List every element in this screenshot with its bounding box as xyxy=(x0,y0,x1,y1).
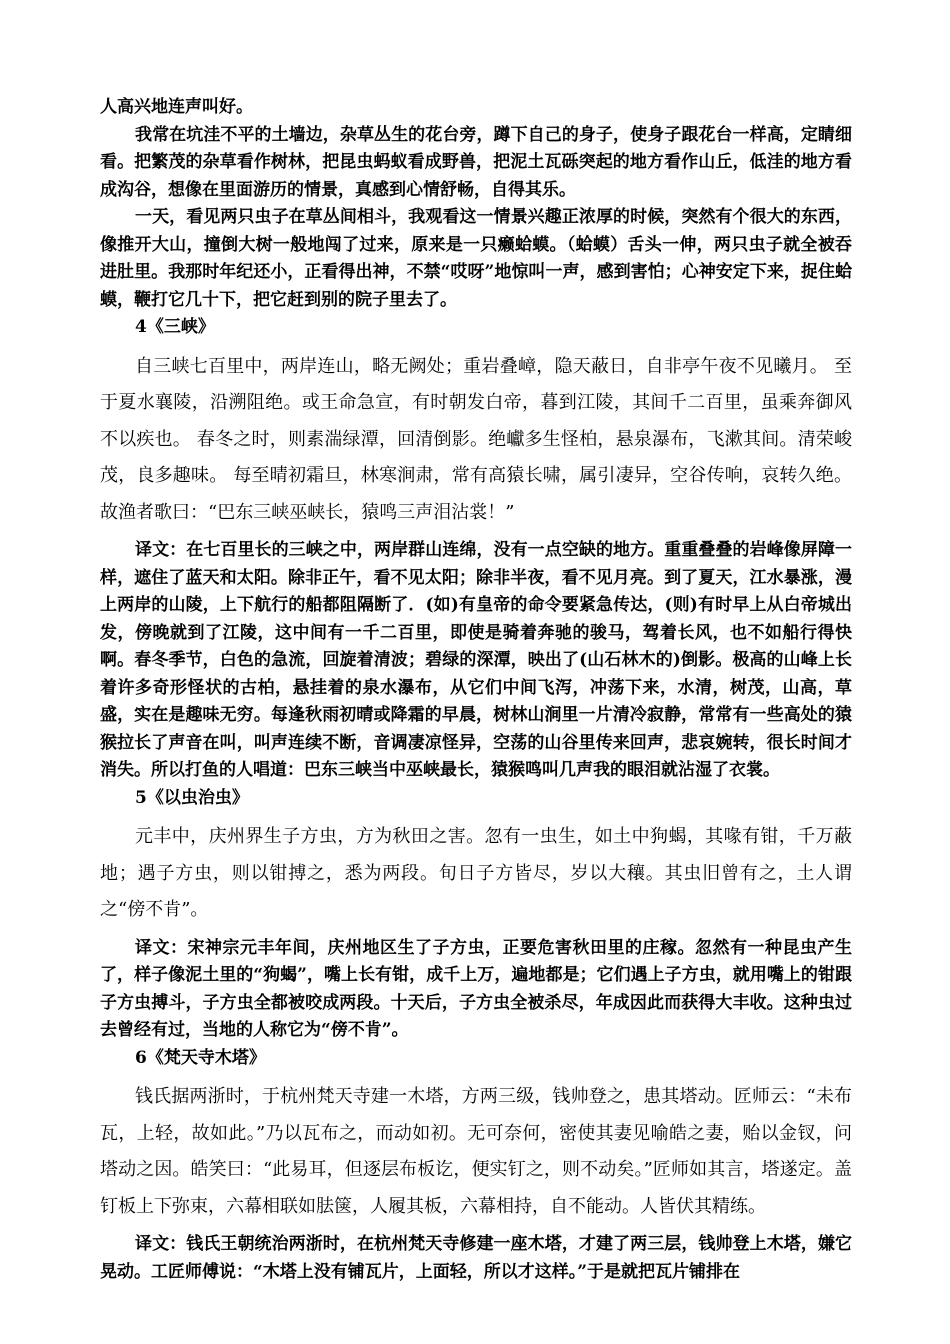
section-heading: 5《以虫治虫》 xyxy=(135,787,249,808)
classical-text: 自三峡七百里中，两岸连山，略无阙处；重岩叠嶂，隐天蔽日，自非亭午夜不见曦月。 至于夏水襄陵，沿溯阻绝。或王命急宣，有时朝发白帝，暮到江陵，其间千二百里，虽乘奔御风不以疾也。 春冬之时，则素湍绿潭，回清倒影。绝巘多生怪柏，悬泉瀑布，飞漱其间。清荣峻茂，良多趣味。 每至晴初霜旦，林寒涧肃，常有高猿长啸，属引凄异，空谷传响，哀转久绝。故渔者歌曰：“巴东三峡巫峡长，猿鸣三声泪沾裳！” xyxy=(100,355,852,523)
document-page xyxy=(100,94,852,1286)
section-heading: 4《三峡》 xyxy=(135,317,215,337)
section-three-gorges xyxy=(100,314,852,785)
translation-text: 译文：在七百里长的三峡之中，两岸群山连绵，没有一点空缺的地方。重重叠叠的岩峰像屏障一样，遮住了蓝天和太阳。除非正午，看不见太阳；除非半夜，看不见月亮。到了夏天，江水暴涨，漫上两岸的山陵，上下航行的船都阻隔断了．(如)有皇帝的命令要紧急传达，(则)有时早上从白帝城出发，傍晚就到了江陵，这中间有一千二百里，即使是骑着奔驰的骏马，驾着长风，也不如船行得快啊。春冬季节，白色的急流，回旋着清波；碧绿的深潭，映出了(山石林木的)倒影。极高的山峰上长着许多奇形怪状的古柏，悬挂着的泉水瀑布，从它们中间飞泻，冲荡下来，水清，树茂，山高，草盛，实在是趣味无穷。每逢秋雨初晴或降霜的早晨，树林山涧里一片清冷寂静，常常有一些高处的猿猴拉长了声音在叫，叫声连续不断，音调凄凉怪异，空荡的山谷里传来回声，悲哀婉转，很长时间才消失。所以打鱼的人唱道：巴东三峡当中巫峡最长，猿猴鸣叫几声我的眼泪就沾湿了衣裳。 xyxy=(100,540,853,780)
paragraph-observation: 我常在坑洼不平的土墙边，杂草丛生的花台旁，蹲下自己的身子，使身子跟花台一样高，定睛细看。把繁茂的杂草看作树林，把昆虫蚂蚁看成野兽，把泥土瓦砾突起的地方看作山丘，低洼的地方看成沟谷，想像在里面游历的情景，真感到心情舒畅，自得其乐。 xyxy=(100,124,852,200)
section-insects xyxy=(100,785,852,1045)
translation-text: 译文：宋神宗元丰年间，庆州地区生了子方虫，正要危害秋田里的庄稼。忽然有一种昆虫产生了，样子像泥土里的“狗蝎”，嘴上长有钳，成千上万，遍地都是；它们遇上子方虫，就用嘴上的钳跟子方虫搏斗，子方虫全都被咬成两段。十天后，子方虫全被杀尽，年成因此而获得大丰收。这种虫过去曾经有过，当地的人称它为“傍不肯”。 xyxy=(100,937,852,1040)
section-wooden-pagoda xyxy=(100,1045,852,1287)
classical-text: 元丰中，庆州界生子方虫，方为秋田之害。忽有一虫生，如土中狗蝎，其喙有钳，千万蔽地；遇子方虫，则以钳搏之，悉为两段。旬日子方皆尽，岁以大穰。其虫旧曾有之，土人谓之“傍不肯”。 xyxy=(100,826,852,920)
translation-text: 译文：钱氏王朝统治两浙时，在杭州梵天寺修建一座木塔，才建了两三层，钱帅登上木塔，嫌它晃动。工匠师傅说：“木塔上没有铺瓦片，上面轻，所以才这样。”于是就把瓦片铺排在 xyxy=(100,1234,852,1282)
paragraph-continuation: 人高兴地连声叫好。 xyxy=(100,97,253,117)
paragraph-toad-story: 一天，看见两只虫子在草丛间相斗，我观看这一情景兴趣正浓厚的时候，突然有个很大的东西，像推开大山，撞倒大树一般地闯了过来，原来是一只癞蛤蟆。（蛤蟆）舌头一伸，两只虫子就全被吞进肚里。我那时年纪还小，正看得出神，不禁“哎呀”地惊叫一声，感到害怕；心神安定下来，捉住蛤蟆，鞭打它几十下，把它赶到别的院子里去了。 xyxy=(100,207,852,310)
classical-text: 钱氏据两浙时，于杭州梵天寺建一木塔，方两三级，钱帅登之，患其塔动。匠师云：“未布瓦，上轻，故如此。”乃以瓦布之，而动如初。无可奈何，密使其妻见喻皓之妻，贻以金钗，问塔动之因。皓笑曰：“此易耳，但逐层布板讫，便实钉之，则不动矣。”匠师如其言，塔遂定。盖钉板上下弥束，六幕相联如胠箧，人履其板，六幕相持，自不能动。人皆伏其精练。 xyxy=(100,1086,852,1217)
section-heading: 6《梵天寺木塔》 xyxy=(135,1047,266,1068)
